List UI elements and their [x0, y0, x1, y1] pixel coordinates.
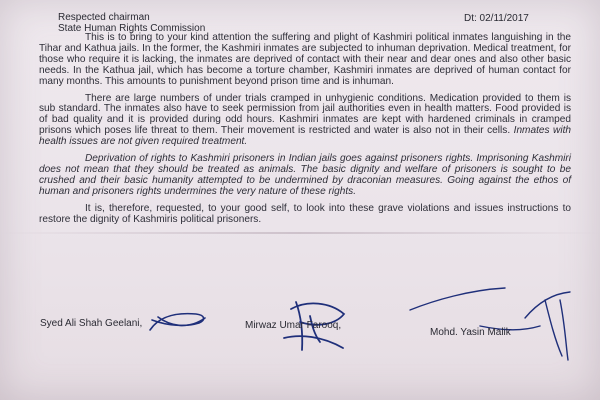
signature-geelani	[150, 314, 205, 330]
signatory-farooq: Mirwaz Umar Farooq,	[245, 320, 342, 331]
paragraph-4	[39, 204, 571, 226]
letter-body	[39, 33, 571, 232]
signatory-geelani: Syed Ali Shah Geelani,	[40, 318, 143, 329]
paragraph-1	[39, 33, 571, 88]
paragraph-text: Deprivation of rights to Kashmiri prisoners in Indian jails goes against prisoners rights. Imprisoning Kashmiri does not mean that they should be treated as animals. The basic dignity and welfare of prisoners is sought to be crushed and their basic humanity attempted to be undermined by draconian measures. Going against the ethos of human and prisoners rights undermines the very nature of these rights.	[39, 153, 571, 197]
paragraph-text: This is to bring to your kind attention the suffering and plight of Kashmiri political inmates languishing in the Tihar and Kathua jails. In the former, the Kashmiri inmates are subjected to inhuman deprivation. Medical treatment, for those who require it is lacking, the inmates are deprived of contact with their near and dear ones and also other basic needs. In the Kathua jail, which has become a torture chamber, Kashmiri inmates are deprived of human contact for many months. This amounts to punishment beyond prison time and is inhuman.	[39, 32, 571, 87]
recipient-block	[58, 12, 205, 34]
paragraph-text: There are large numbers of under trials cramped in unhygienic conditions. Medication provided to them is sub standard. The inmates also have to seek permission from jail authorities even in health matters. Food provided is of bad quality and it is provided during odd hours. Kashmiri inmates are kept with hardened criminals in cramped prisons which poses life threat to them. Their movement is restricted and water is also not in their cells.	[39, 92, 571, 137]
paragraph-3	[39, 154, 571, 198]
paper-fold	[0, 232, 600, 234]
letter-date: Dt: 02/11/2017	[464, 13, 529, 24]
signature-malik	[410, 288, 570, 360]
paragraph-italic-tail: Inmates with health issues are not given required treatment.	[39, 125, 571, 148]
paragraph-text: It is, therefore, requested, to your good self, to look into these grave violations and issues instructions to restore the dignity of Kashmiris political prisoners.	[39, 202, 571, 225]
signatory-malik: Mohd. Yasin Malik	[430, 327, 511, 338]
recipient-line-2: State Human Rights Commission	[58, 23, 206, 34]
recipient-line-1: Respected chairman	[58, 12, 150, 23]
paragraph-2	[39, 94, 571, 149]
